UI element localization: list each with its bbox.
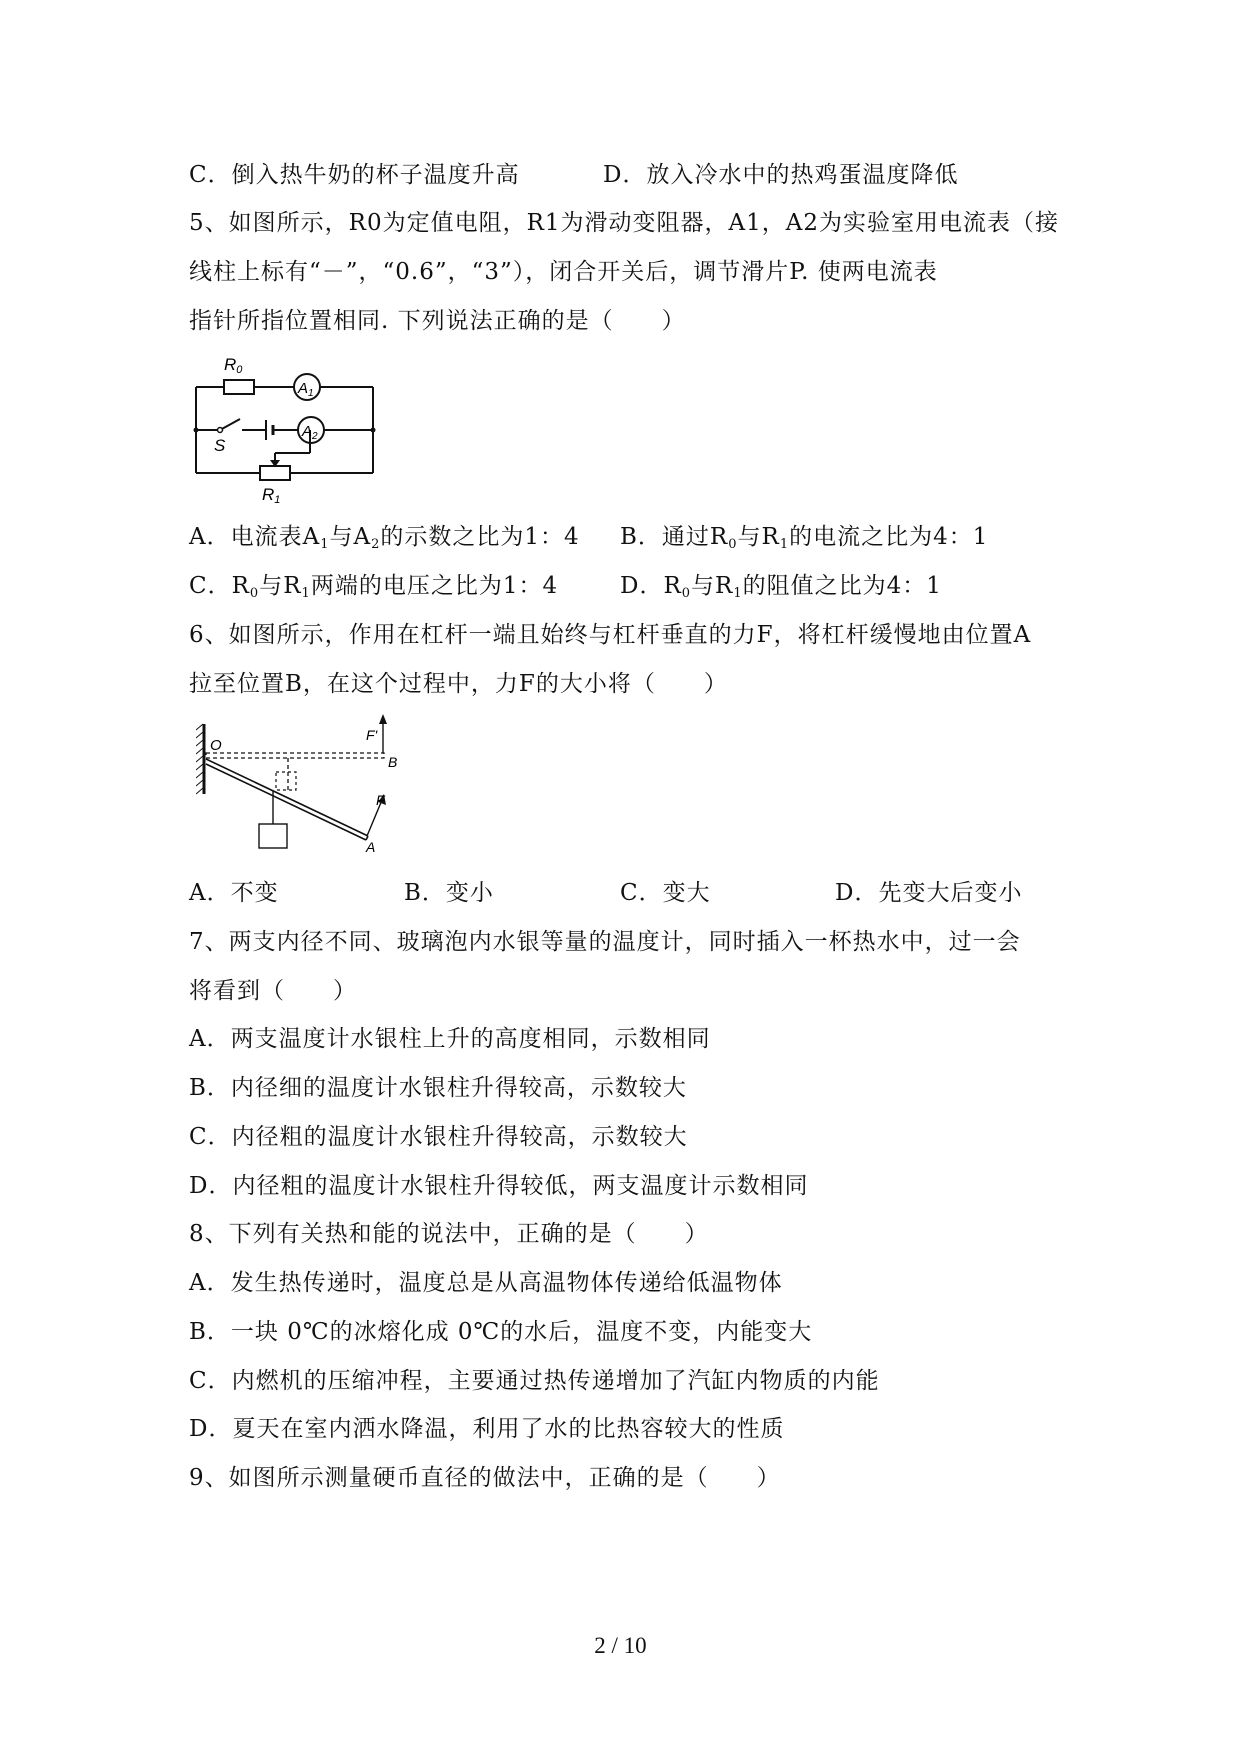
point-a-label: A — [366, 839, 376, 855]
q6-option-a: A．不变 — [189, 880, 279, 906]
q6-option-d: D．先变大后变小 — [835, 880, 1023, 906]
q4-option-c: C．倒入热牛奶的杯子温度升高 — [189, 162, 520, 188]
a2-label: $A_2$ — [302, 423, 318, 442]
q5-circuit-diagram — [190, 348, 390, 507]
q5-stem-line-1: 5、如图所示，R0为定值电阻，R1为滑动变阻器，A1，A2为实验室用电流表（接 — [189, 210, 1060, 236]
q8-stem: 8、下列有关热和能的说法中，正确的是（ ） — [189, 1221, 709, 1247]
q7-option-d: D．内径粗的温度计水银柱升得较低，两支温度计示数相同 — [189, 1173, 809, 1199]
switch-label: S — [214, 436, 226, 455]
point-b-label: B — [388, 754, 398, 770]
q9-stem: 9、如图所示测量硬币直径的做法中，正确的是（ ） — [189, 1465, 781, 1491]
q7-option-c: C．内径粗的温度计水银柱升得较高，示数较大 — [189, 1124, 688, 1150]
q6-option-b: B．变小 — [404, 880, 494, 906]
q4-option-d: D．放入冷水中的热鸡蛋温度降低 — [603, 162, 959, 188]
q6-stem-line-1: 6、如图所示，作用在杠杆一端且始终与杠杆垂直的力F，将杠杆缓慢地由位置A — [189, 622, 1032, 648]
page-number: 2 / 10 — [594, 1633, 647, 1658]
force-f-label: F — [376, 792, 385, 808]
r1-label: R1 — [262, 485, 281, 503]
q5-stem-line-3: 指针所指位置相同. 下列说法正确的是（ ） — [189, 308, 686, 334]
q5-option-d: D．$R_0$与$R_1$的阻值之比为4：1 — [620, 573, 942, 601]
a1-label: $A_1$ — [298, 380, 314, 399]
q7-option-a: A．两支温度计水银柱上升的高度相同，示数相同 — [189, 1026, 711, 1052]
q6-option-c: C．变大 — [620, 880, 711, 906]
q7-stem-line-2: 将看到（ ） — [189, 978, 357, 1004]
force-f-prime-label: F' — [366, 727, 378, 743]
q7-option-b: B．内径细的温度计水银柱升得较高，示数较大 — [189, 1075, 687, 1101]
q7-stem-line-1: 7、两支内径不同、玻璃泡内水银等量的温度计，同时插入一杯热水中，过一会 — [189, 929, 1021, 955]
pivot-o-label: O — [210, 737, 222, 754]
q5-option-c: C．$R_0$与$R_1$两端的电压之比为1：4 — [189, 573, 559, 601]
q6-stem-line-2: 拉至位置B，在这个过程中，力F的大小将（ ） — [189, 671, 728, 697]
q8-option-d: D．夏天在室内洒水降温，利用了水的比热容较大的性质 — [189, 1416, 785, 1442]
q6-lever-diagram — [196, 712, 406, 866]
q8-option-c: C．内燃机的压缩冲程，主要通过热传递增加了汽缸内物质的内能 — [189, 1368, 880, 1394]
q5-stem-line-2: 线柱上标有“－”，“0.6”，“3”），闭合开关后，调节滑片P. 使两电流表 — [189, 259, 938, 285]
q5-option-b: B．通过$R_0$与$R_1$的电流之比为4：1 — [620, 524, 989, 552]
q8-option-b: B．一块 0℃的冰熔化成 0℃的水后，温度不变，内能变大 — [189, 1319, 813, 1345]
q5-option-a: A．电流表$A_1$与$A_2$的示数之比为1：4 — [189, 524, 580, 552]
q8-option-a: A．发生热传递时，温度总是从高温物体传递给低温物体 — [189, 1270, 783, 1296]
r0-label: R0 — [224, 355, 243, 376]
